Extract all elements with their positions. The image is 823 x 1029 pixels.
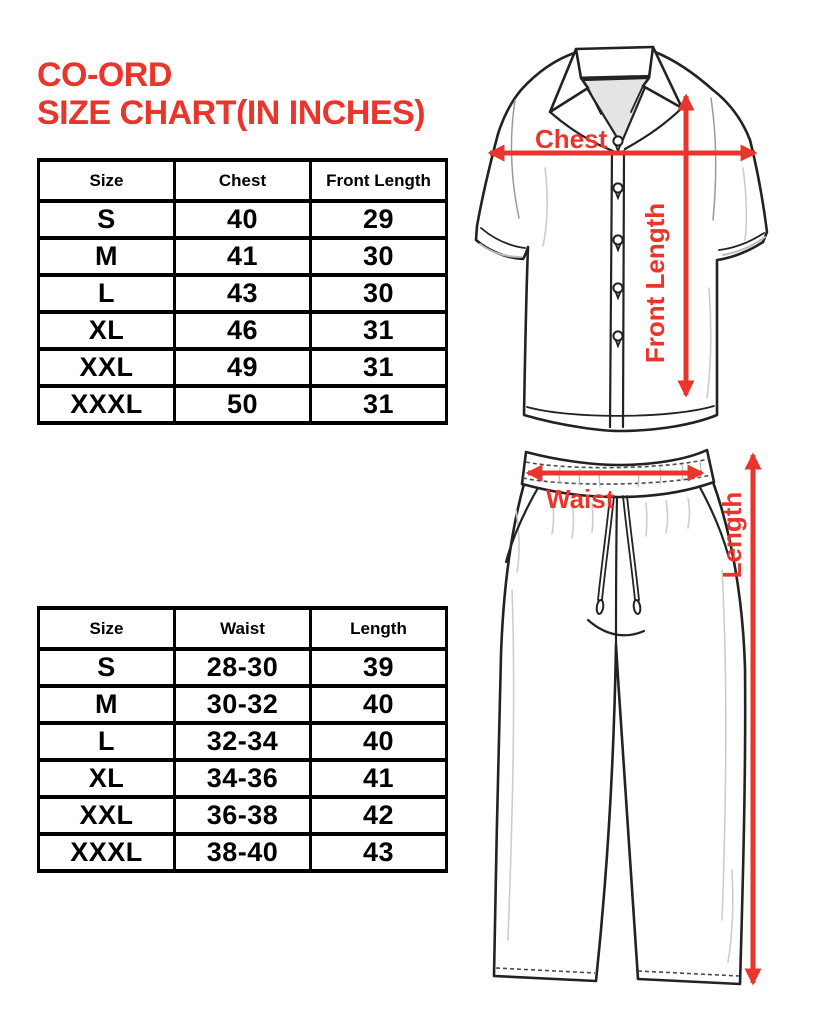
size-cell: S	[39, 649, 175, 686]
title-line-1: CO-ORD	[37, 56, 172, 94]
waist-cell: 28-30	[175, 649, 311, 686]
waist-cell: 38-40	[175, 834, 311, 871]
front-seam	[616, 497, 617, 645]
shirt-table-header-row	[39, 160, 447, 201]
chest-cell: 50	[175, 386, 311, 423]
pants-table-header-row	[39, 608, 447, 649]
table-row-xxl	[39, 349, 447, 386]
length-label: Length	[717, 491, 747, 579]
length-cell: 40	[311, 686, 447, 723]
column-header-front-length: Front Length	[311, 160, 447, 201]
size-cell: S	[39, 201, 175, 238]
front-length-cell: 31	[311, 349, 447, 386]
front-length-cell: 30	[311, 275, 447, 312]
collar-band	[574, 47, 655, 78]
shirt-diagram	[455, 28, 823, 438]
waist-cell: 32-34	[175, 723, 311, 760]
length-cell: 40	[311, 723, 447, 760]
table-row-xl	[39, 312, 447, 349]
chest-cell: 40	[175, 201, 311, 238]
waist-cell: 36-38	[175, 797, 311, 834]
pants-diagram	[460, 440, 823, 1000]
front-length-cell: 30	[311, 238, 447, 275]
pants-size-table	[37, 606, 448, 873]
front-length-label: Front Length	[640, 202, 670, 364]
size-cell: XXL	[39, 797, 175, 834]
chest-cell: 41	[175, 238, 311, 275]
chest-cell: 43	[175, 275, 311, 312]
shirt-size-table	[37, 158, 448, 425]
size-cell: XL	[39, 312, 175, 349]
column-header-chest: Chest	[175, 160, 311, 201]
table-row-m	[39, 238, 447, 275]
size-cell: XL	[39, 760, 175, 797]
chest-cell: 46	[175, 312, 311, 349]
page-title	[37, 56, 425, 132]
size-cell: L	[39, 723, 175, 760]
table-row-xxl	[39, 797, 447, 834]
table-row-s	[39, 201, 447, 238]
pants-legs	[494, 482, 745, 984]
column-header-size: Size	[39, 608, 175, 649]
table-row-m	[39, 686, 447, 723]
size-cell: XXXL	[39, 386, 175, 423]
table-row-xxxl	[39, 386, 447, 423]
size-cell: XXL	[39, 349, 175, 386]
pants-drawing	[494, 450, 745, 984]
size-cell: M	[39, 686, 175, 723]
table-row-s	[39, 649, 447, 686]
front-length-cell: 29	[311, 201, 447, 238]
front-length-cell: 31	[311, 312, 447, 349]
chest-cell: 49	[175, 349, 311, 386]
table-row-xl	[39, 760, 447, 797]
column-header-length: Length	[311, 608, 447, 649]
front-length-cell: 31	[311, 386, 447, 423]
size-cell: M	[39, 238, 175, 275]
length-cell: 41	[311, 760, 447, 797]
size-cell: L	[39, 275, 175, 312]
length-cell: 43	[311, 834, 447, 871]
table-row-xxxl	[39, 834, 447, 871]
size-cell: XXXL	[39, 834, 175, 871]
waist-cell: 30-32	[175, 686, 311, 723]
waist-cell: 34-36	[175, 760, 311, 797]
length-cell: 42	[311, 797, 447, 834]
column-header-size: Size	[39, 160, 175, 201]
table-row-l	[39, 723, 447, 760]
table-row-l	[39, 275, 447, 312]
length-cell: 39	[311, 649, 447, 686]
column-header-waist: Waist	[175, 608, 311, 649]
waist-label: Waist	[546, 484, 615, 514]
chest-label: Chest	[535, 124, 608, 154]
title-line-2: SIZE CHART(IN INCHES)	[37, 94, 426, 132]
shirt-drawing	[476, 47, 767, 431]
